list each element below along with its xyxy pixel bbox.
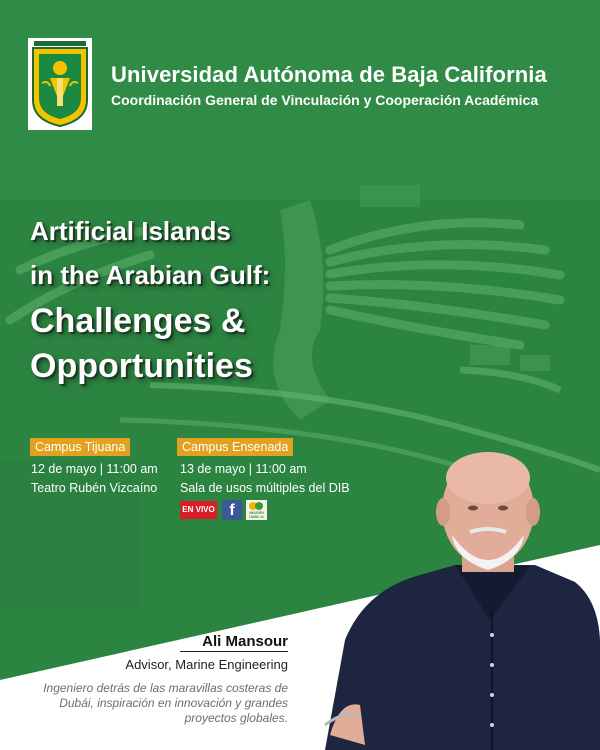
- imagen-uabc-tv-text: IMAGEN UABC tv: [249, 511, 264, 519]
- title-line-1: Artificial Islands: [30, 216, 231, 246]
- live-badge: EN VIVO: [180, 501, 217, 519]
- university-name: Universidad Autónoma de Baja California: [111, 62, 547, 87]
- campus-ensenada-tag: Campus Ensenada: [177, 438, 293, 456]
- uabc-logo: [28, 38, 92, 130]
- campus-ensenada-venue: Sala de usos múltiples del DIB: [180, 481, 350, 495]
- campus-tijuana-tag: Campus Tijuana: [30, 438, 130, 456]
- title-line-4: Opportunities: [30, 347, 253, 385]
- campus-tijuana-date: 12 de mayo | 11:00 am: [31, 462, 158, 476]
- speaker-role: Advisor, Marine Engineering: [125, 657, 288, 672]
- imagen-uabc-tv-logo[interactable]: [246, 500, 267, 520]
- speaker-bio: Ingeniero detrás de las maravillas costeras de Dubái, inspiración en innovación y grandes proyectos globales.: [43, 681, 288, 725]
- speaker-name: Ali Mansour: [202, 633, 288, 650]
- title-line-3: Challenges &: [30, 302, 246, 340]
- campus-tijuana-venue: Teatro Rubén Vizcaíno: [31, 481, 158, 495]
- title-line-2: in the Arabian Gulf:: [30, 260, 271, 290]
- campus-ensenada-date: 13 de mayo | 11:00 am: [180, 462, 307, 476]
- coordination-name: Coordinación General de Vinculación y Cooperación Académica: [111, 92, 539, 108]
- facebook-icon[interactable]: f: [222, 500, 242, 520]
- speaker-divider: [180, 651, 288, 652]
